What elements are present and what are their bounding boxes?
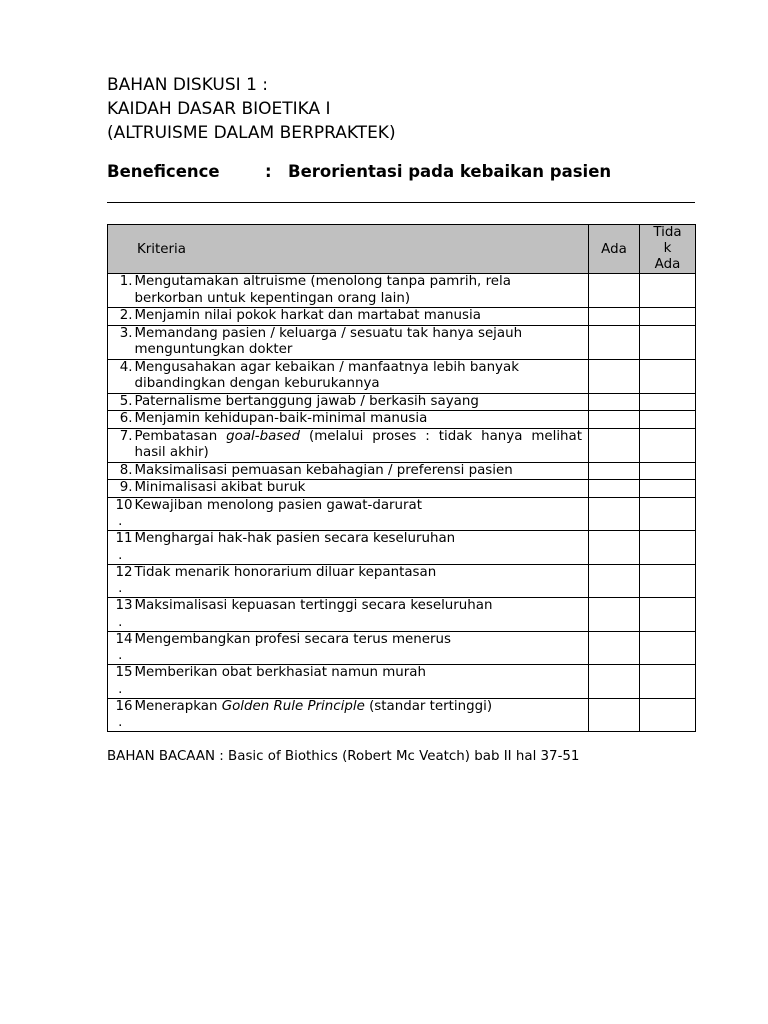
table-row (108, 564, 696, 598)
criteria-text (135, 325, 589, 359)
ada-checkbox-cell[interactable] (589, 497, 640, 531)
row-number-text: 14 (115, 631, 133, 647)
header-kriteria: Kriteria (108, 225, 589, 274)
row-number-text: 7. (119, 428, 133, 444)
criteria-text-content: Mengembangkan profesi secara terus menerus (134, 631, 451, 647)
criteria-text (135, 359, 589, 393)
criteria-text-before: Pembatasan (134, 428, 227, 444)
table-row (108, 274, 696, 308)
row-number (108, 274, 135, 308)
row-number-dot: . (118, 648, 123, 663)
criteria-text (135, 393, 589, 411)
row-number (108, 564, 135, 598)
row-number-text: 2. (119, 308, 133, 323)
ada-checkbox-cell[interactable] (589, 393, 640, 411)
table-row (108, 698, 696, 732)
ada-checkbox-cell[interactable] (589, 428, 640, 462)
row-number-text: 16 (115, 698, 133, 714)
row-number-text: 5. (119, 393, 133, 409)
ada-checkbox-cell[interactable] (589, 564, 640, 598)
document-title-block (107, 73, 396, 145)
tidak-ada-checkbox-cell[interactable] (640, 411, 696, 429)
title-line-2: KAIDAH DASAR BIOETIKA I (107, 99, 331, 119)
tidak-ada-checkbox-cell[interactable] (640, 564, 696, 598)
row-number-text: 15 (115, 665, 133, 680)
criteria-text (135, 531, 589, 565)
criteria-text-before: Menerapkan (134, 698, 222, 714)
criteria-text (135, 462, 589, 480)
criteria-text (135, 411, 589, 429)
tidak-ada-checkbox-cell[interactable] (640, 308, 696, 326)
row-number (108, 480, 135, 498)
row-number-text: 13 (115, 598, 133, 613)
table-row (108, 480, 696, 498)
criteria-text (135, 631, 589, 665)
tidak-ada-checkbox-cell[interactable] (640, 480, 696, 498)
row-number (108, 428, 135, 462)
tidak-ada-checkbox-cell[interactable] (640, 325, 696, 359)
criteria-text-after: (melalui proses : tidak hanya melihat hasil akhir) (134, 428, 583, 460)
criteria-text-content: Minimalisasi akibat buruk (134, 480, 306, 495)
row-number (108, 698, 135, 732)
table-header-row (108, 225, 696, 274)
row-number-dot: . (118, 514, 123, 529)
criteria-text-content: Kewajiban menolong pasien gawat-darurat (134, 497, 423, 513)
table-row (108, 411, 696, 429)
tidak-ada-checkbox-cell[interactable] (640, 359, 696, 393)
criteria-text-content: Menghargai hak-hak pasien secara keseluruhan (134, 531, 456, 546)
row-number (108, 665, 135, 699)
table-row (108, 531, 696, 565)
criteria-text-content: Menjamin nilai pokok harkat dan martabat manusia (134, 308, 481, 323)
row-number-text: 8. (119, 462, 133, 478)
row-number-dot: . (118, 581, 123, 596)
ada-checkbox-cell[interactable] (589, 274, 640, 308)
row-number (108, 359, 135, 393)
row-number-text: 6. (119, 411, 133, 426)
row-number (108, 325, 135, 359)
header-tidak-ada-line-3: Ada (654, 257, 681, 272)
title-line-1: BAHAN DISKUSI 1 : (107, 75, 269, 95)
tidak-ada-checkbox-cell[interactable] (640, 665, 696, 699)
header-tidak-ada-line-2: k (663, 241, 672, 256)
row-number-dot: . (118, 547, 123, 563)
tidak-ada-checkbox-cell[interactable] (640, 531, 696, 565)
row-number (108, 631, 135, 665)
criteria-text (135, 274, 589, 308)
table-row (108, 428, 696, 462)
ada-checkbox-cell[interactable] (589, 598, 640, 632)
table-row (108, 665, 696, 699)
table-row (108, 359, 696, 393)
criteria-text (135, 665, 589, 699)
tidak-ada-checkbox-cell[interactable] (640, 497, 696, 531)
tidak-ada-checkbox-cell[interactable] (640, 274, 696, 308)
ada-checkbox-cell[interactable] (589, 462, 640, 480)
criteria-text-content: Maksimalisasi pemuasan kebahagian / preferensi pasien (134, 462, 513, 478)
table-row (108, 598, 696, 632)
ada-checkbox-cell[interactable] (589, 698, 640, 732)
ada-checkbox-cell[interactable] (589, 359, 640, 393)
criteria-text-italic: goal-based (226, 428, 301, 444)
table-row (108, 393, 696, 411)
criteria-text-content: Memandang pasien / keluarga / sesuatu tak hanya sejauh menguntungkan dokter (134, 325, 523, 357)
header-tidak-ada-line-1: Tida (653, 225, 682, 240)
criteria-text (135, 497, 589, 531)
row-number (108, 393, 135, 411)
table-row (108, 308, 696, 326)
criteria-text (135, 308, 589, 326)
beneficence-label: Beneficence (107, 162, 220, 181)
criteria-text-content: Mengutamakan altruisme (menolong tanpa pamrih, rela berkorban untuk kepentingan orang lain) (134, 274, 511, 306)
criteria-text (135, 698, 589, 732)
ada-checkbox-cell[interactable] (589, 631, 640, 665)
row-number-text: 11 (115, 531, 133, 546)
title-line-3: (ALTRUISME DALAM BERPRAKTEK) (107, 123, 396, 143)
row-number-text: 3. (119, 325, 133, 341)
row-number (108, 411, 135, 429)
row-number-text: 4. (119, 359, 133, 375)
row-number-text: 9. (119, 480, 133, 495)
table-row (108, 631, 696, 665)
ada-checkbox-cell[interactable] (589, 308, 640, 326)
row-number (108, 497, 135, 531)
criteria-text-content: Mengusahakan agar kebaikan / manfaatnya lebih banyak dibandingkan dengan keburukannya (134, 359, 519, 391)
criteria-text (135, 428, 589, 462)
tidak-ada-checkbox-cell[interactable] (640, 598, 696, 632)
criteria-text-content: Menjamin kehidupan-baik-minimal manusia (134, 411, 428, 426)
tidak-ada-checkbox-cell[interactable] (640, 698, 696, 732)
table-row (108, 325, 696, 359)
header-tidak-ada (640, 225, 696, 274)
row-number-text: 12 (115, 564, 133, 580)
row-number-dot: . (118, 614, 123, 630)
ada-checkbox-cell[interactable] (589, 480, 640, 498)
ada-checkbox-cell[interactable] (589, 665, 640, 699)
criteria-text (135, 480, 589, 498)
criteria-text (135, 598, 589, 632)
criteria-text-content: Paternalisme bertanggung jawab / berkasih sayang (134, 393, 479, 409)
criteria-text-content: Maksimalisasi kepuasan tertinggi secara keseluruhan (134, 598, 493, 613)
beneficence-value: Berorientasi pada kebaikan pasien (288, 162, 612, 181)
ada-checkbox-cell[interactable] (589, 411, 640, 429)
row-number (108, 531, 135, 565)
criteria-text-content: Tidak menarik honorarium diluar kepantasan (134, 564, 437, 580)
criteria-text-italic: Golden Rule Principle (221, 698, 365, 714)
criteria-table (107, 224, 696, 732)
ada-checkbox-cell[interactable] (589, 325, 640, 359)
tidak-ada-checkbox-cell[interactable] (640, 428, 696, 462)
header-ada: Ada (589, 225, 640, 274)
beneficence-colon: : (265, 162, 272, 181)
criteria-text (135, 564, 589, 598)
criteria-text-after: (standar tertinggi) (364, 698, 493, 714)
criteria-text-content: Memberikan obat berkhasiat namun murah (134, 665, 426, 680)
row-number-text: 10 (115, 497, 133, 513)
horizontal-divider (107, 202, 695, 203)
table-row (108, 462, 696, 480)
tidak-ada-checkbox-cell[interactable] (640, 393, 696, 411)
ada-checkbox-cell[interactable] (589, 531, 640, 565)
row-number (108, 308, 135, 326)
row-number (108, 462, 135, 480)
row-number-text: 1. (119, 274, 133, 289)
reading-material-note: BAHAN BACAAN : Basic of Biothics (Robert Mc Veatch) bab II hal 37-51 (107, 749, 580, 764)
row-number-dot: . (118, 715, 123, 730)
table-row (108, 497, 696, 531)
tidak-ada-checkbox-cell[interactable] (640, 631, 696, 665)
tidak-ada-checkbox-cell[interactable] (640, 462, 696, 480)
row-number (108, 598, 135, 632)
row-number-dot: . (118, 681, 123, 697)
